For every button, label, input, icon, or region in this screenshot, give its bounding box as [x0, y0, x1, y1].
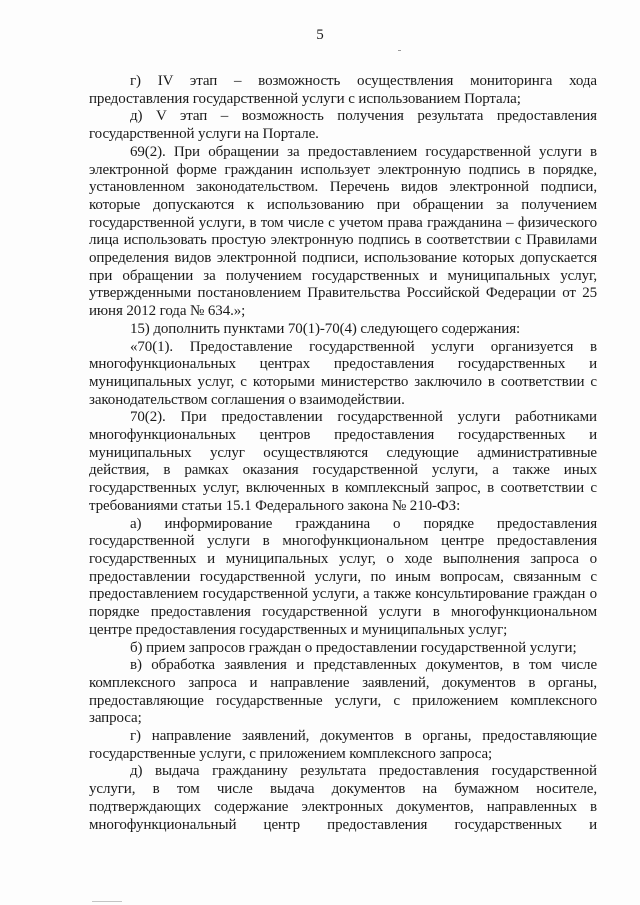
paragraph-70-1: «70(1). Предоставление государственной услуги организуется в многофункциональных центрах предоставления государственных и муниципальных услуг, с которыми министерство заключило в соответствии с законодательством соглашения о взаимодействии.	[89, 338, 597, 408]
paragraph-stage-4: г) IV этап – возможность осуществления мониторинга хода предоставления государственной услуги с использованием Портала;	[89, 73, 597, 107]
paragraph-70-2: 70(2). При предоставлении государственной услуги работниками многофункциональных центров предоставления государственных и муниципальных услуг осуществляются следующие административные действия, в рамках оказания государственной услуги, а также иных государственных услуг, включенных в комплексный запрос, в соответствии с требованиями статьи 15.1 Федерального закона № 210-ФЗ:	[89, 409, 597, 514]
scan-artifact	[92, 901, 122, 902]
document-body	[89, 73, 597, 834]
paragraph-item-v: в) обработка заявления и представленных документов, в том числе комплексного запроса и направление заявлений, документов в органы, предоставляющие государственные услуги, с приложением комплексного запроса;	[89, 657, 597, 727]
page-number: 5	[316, 27, 324, 43]
paragraph-69-2: 69(2). При обращении за предоставлением государственной услуги в электронной форме гражданин использует электронную подпись в порядке, установленном законодательством. Перечень видов электронной подписи, которые допускаются к использованию при обращении за получением государственной услуги, в том числе с учетом права гражданина – физического лица использовать простую электронную подпись в соответствии с Правилами определения видов электронной подписи, использование которых допускается при обращении за получением государственных и муниципальных услуг, утвержденными постановлением Правительства Российской Федерации от 25 июня 2012 года № 634.»;	[89, 143, 597, 320]
paragraph-item-d: д) выдача гражданину результата предоставления государственной услуги, в том числе выдача документов на бумажном носителе, подтверждающих содержание электронных документов, направленных в многофункциональный центр предоставления государственных и	[89, 763, 597, 833]
scan-artifact	[398, 50, 401, 51]
paragraph-item-g: г) направление заявлений, документов в органы, предоставляющие государственные услуги, с приложением комплексного запроса;	[89, 728, 597, 762]
paragraph-item-b: б) прием запросов граждан о предоставлении государственной услуги;	[130, 639, 577, 656]
paragraph-item-15: 15) дополнить пунктами 70(1)-70(4) следующего содержания:	[130, 320, 521, 337]
paragraph-stage-5: д) V этап – возможность получения результата предоставления государственной услуги на Портале.	[89, 108, 597, 143]
paragraph-item-a: а) информирование гражданина о порядке предоставления государственной услуги в многофункциональном центре предоставления государственных и муниципальных услуг, о ходе выполнения запроса о предоставлении государственной услуги, по иным вопросам, связанным с предоставлением государственной услуги, а также консультирование граждан о порядке предоставления государственной услуги в многофункциональном центре предоставления государственных и муниципальных услуг;	[89, 515, 597, 638]
